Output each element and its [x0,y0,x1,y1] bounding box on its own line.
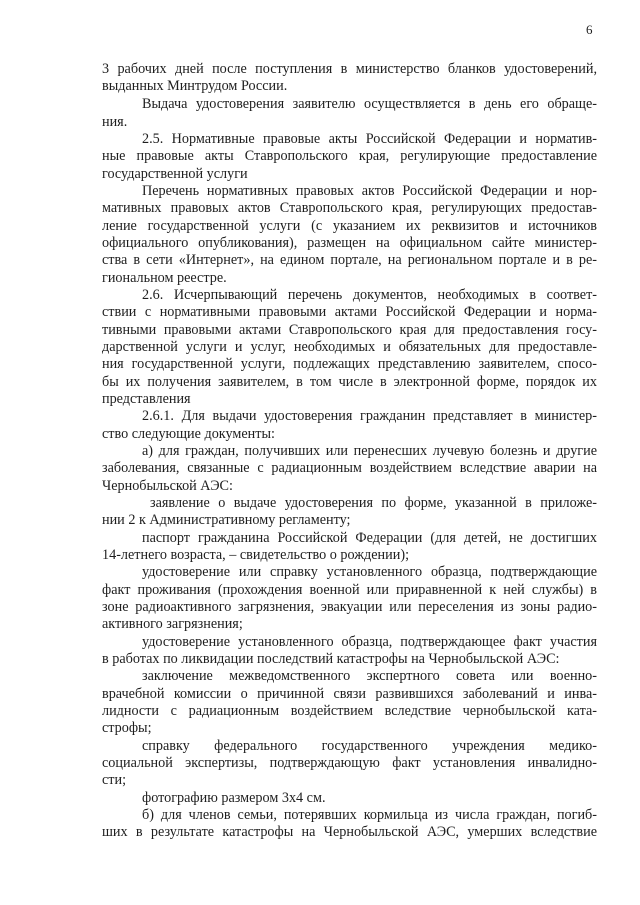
text-line: тивными правовыми актами Ставропольского края для предоставления госу- [102,322,597,338]
text-line: 2.5. Нормативные правовые акты Российской Федерации и норматив- [142,131,597,147]
text-line: лидности с радиационным воздействием вследствие чернобыльской ката- [102,703,597,719]
text-line: заключение межведомственного экспертного совета или военно- [142,668,597,684]
text-line: 2.6. Исчерпывающий перечень документов, необходимых в соответ- [142,287,597,303]
text-line: заявление о выдаче удостоверения по форме, указанной в приложе- [150,495,597,511]
text-line: Выдача удостоверения заявителю осуществляется в день его обраще- [142,96,597,112]
text-line: а) для граждан, получивших или перенесших лучевую болезнь и другие [142,443,597,459]
text-line: ление государственной услуги (с указанием их реквизитов и источников [102,218,597,234]
text-line: ния государственной услуги, подлежащих представлению заявителем, спосо- [102,356,597,372]
text-line: ные правовые акты Ставропольского края, регулирующие предоставление [102,148,597,164]
text-line: ства в сети «Интернет», на едином портале, на региональном портале и в ре- [102,252,597,268]
text-line: Перечень нормативных правовых актов Российской Федерации и нор- [142,183,597,199]
text-line: выданных Минтрудом России. [102,78,288,94]
text-line: ство следующие документы: [102,426,275,442]
text-line: врачебной комиссии о причинной связи развившихся заболеваний и инва- [102,686,597,702]
text-line: сти; [102,772,127,788]
text-line: мативных правовых актов Ставропольского края, регулирующих предостав- [102,200,597,216]
text-line: 3 рабочих дней после поступления в министерство бланков удостоверений, [102,61,597,77]
text-line: б) для членов семьи, потерявших кормильца из числа граждан, погиб- [142,807,597,823]
text-line: официального опубликования), размещен на официальном сайте министер- [102,235,597,251]
text-line: дарственной услуги и услуг, необходимых и обязательных для предоставле- [102,339,597,355]
text-line: заболевания, связанные с радиационным воздействием вследствие аварии на [102,460,597,476]
text-line: гиональном реестре. [102,270,227,286]
text-line: зоне радиоактивного загрязнения, эвакуации или переселения из зоны радио- [102,599,597,615]
text-line: факт проживания (прохождения военной или приравненной к ней службы) в [102,582,597,598]
text-line: бы их получения заявителем, в том числе в электронной форме, порядок их [102,374,597,390]
page-number: 6 [586,22,593,37]
text-line: фотографию размером 3х4 см. [142,790,326,806]
text-line: строфы; [102,720,152,736]
text-line: ния. [102,114,128,130]
text-line: справку федерального государственного учреждения медико- [142,738,597,754]
text-line: государственной услуги [102,166,248,182]
text-line: удостоверение или справку установленного образца, подтверждающие [142,564,597,580]
text-line: паспорт гражданина Российской Федерации (для детей, не достигших [142,530,597,546]
text-line: 14-летнего возраста, – свидетельство о рождении); [102,547,410,563]
text-line: Чернобыльской АЭС: [102,478,233,494]
text-line: нии 2 к Административному регламенту; [102,512,351,528]
text-line: удостоверение установленного образца, подтверждающее факт участия [142,634,597,650]
text-line: в работах по ликвидации последствий катастрофы на Чернобыльской АЭС: [102,651,560,667]
text-line: ших в результате катастрофы на Чернобыльской АЭС, умерших вследствие [102,824,597,840]
text-line: социальной экспертизы, подтверждающую факт установления инвалидно- [102,755,597,771]
text-line: ствии с нормативными правовыми актами Российской Федерации и норма- [102,304,597,320]
text-line: активного загрязнения; [102,616,243,632]
text-line: 2.6.1. Для выдачи удостоверения гражданин представляет в министер- [142,408,597,424]
text-line: представления [102,391,191,407]
